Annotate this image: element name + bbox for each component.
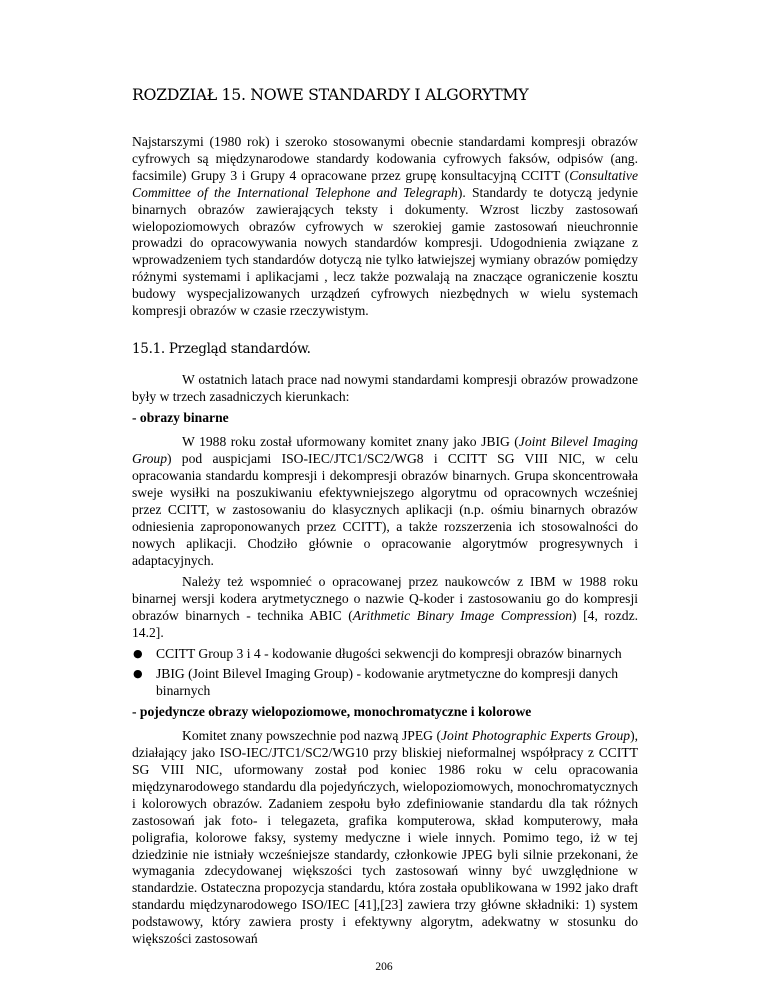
bullet-list: [132, 646, 638, 700]
intro-paragraph: [132, 134, 638, 320]
jpeg-text-2: ), działający jako ISO-IEC/JTC1/SC2/WG10 przy bliskiej nieformalnej współpracy z CCITT SG VIII NIC, uformowany został pod koniec 1986 roku w celu opracowania międzynarodowego standardu dla pojedyńczych, wielopoziomowych, monochromatycznych i kolorowych obrazów. Zadaniem zespołu było zdefiniowanie standardu dla tak różnych zastosowań jak foto- i telegazeta, grafika komputerowa, skład komputerowy, mała poligrafia, kolorowe faksy, systemy medyczne i wiele innych. Pomimo tego, iż w tej dziedzinie nie istniały wcześniejsze standardy, członkowie JPEG byli silnie przekonani, że wymagania zdecydowanej większości tych zastosowań winny być uwzględnione w standardzie. Ostateczna propozycja standardu, która została opublikowana w 1992 jako draft standardu międzynarodowego ISO/IEC [41],[23] zawiera trzy główne składniki: 1) system podstawowy, który zawiera prosty i efektywny algorytm, adekwatny w stosunku do większości zastosowań: [132, 728, 638, 947]
bullet-text: CCITT Group 3 i 4 - kodowanie długości sekwencji do kompresji obrazów binarnych: [156, 645, 622, 661]
abic-text-1: Należy też wspomnieć o opracowanej przez naukowców z IBM w 1988 roku binarnej wersji kodera arytmetycznego o nazwie Q-koder i zastosowaniu go do kompresji obrazów binarnych - technika ABIC (: [132, 573, 638, 623]
jbig-expansion: Joint Bilevel Imaging Group: [132, 434, 638, 467]
intro-block: [132, 134, 638, 320]
jbig-text-2: ) pod auspicjami ISO-IEC/JTC1/SC2/WG8 i CCITT SG VIII NIC, w celu opracowania standardu kompresji i dekompresji obrazów binarnych. Grupa skoncentrowała sweje wysiłki na poszukiwaniu efektywniejszego algorytmu od opracownych wcześniej przez CCITT, w zastosowaniu do klasycznych aplikacji (n.p. ośmiu binarnych obrazów odniesienia zaproponowanych przez CCITT), a także rozszerzenia ich stosowalności do nowych aplikacji. Chodziło głównie o opracowanie algorytmów progresywnych i adaptacyjnych.: [132, 451, 638, 568]
jpeg-paragraph: [132, 728, 638, 948]
page-number: 206: [375, 961, 393, 973]
chapter-title: ROZDZIAŁ 15. NOWE STANDARDY I ALGORYTMY: [132, 85, 529, 104]
jpeg-expansion: Joint Photographic Experts Group: [441, 728, 631, 744]
bullet-text: JBIG (Joint Bilevel Imaging Group) - kodowanie arytmetyczne do kompresji danych binarnych: [156, 666, 619, 698]
bullet-icon: ●: [133, 646, 143, 660]
subheading-multilevel-images: - pojedyncze obrazy wielopoziomowe, monochromatyczne i kolorowe: [132, 704, 532, 720]
intro-ccitt-expansion: Consultative Committee of the International Telephone and Telegraph: [132, 167, 638, 200]
jbig-paragraph: [132, 434, 638, 569]
intro-text-1: Najstarszymi (1980 rok) i szeroko stosowanymi obecnie standardami kompresji obrazów cyfrowych są międzynarodowe standardy kodowania cyfrowych faksów, odpisów (ang. facsimile) Grupy 3 i Grupy 4 opracowane przez grupę konsultacyjną CCITT (: [132, 134, 638, 183]
bullet-item-jbig: [132, 666, 638, 700]
abic-text-2: ) [4, rozdz. 14.2].: [132, 607, 638, 640]
bullet-item-ccitt: [132, 646, 638, 663]
abic-paragraph: [132, 574, 638, 642]
section-intro-paragraph: W ostatnich latach prace nad nowymi standardami kompresji obrazów prowadzone były w trzech zasadniczych kierunkach:: [132, 372, 638, 404]
section-body: [132, 372, 638, 948]
subheading-binary-images: - obrazy binarne: [132, 410, 229, 426]
jbig-text-1: W 1988 roku został uformowany komitet znany jako JBIG (: [182, 434, 519, 450]
bullet-icon: ●: [133, 667, 143, 680]
intro-text-2: ). Standardy te dotyczą jedynie binarnych obrazów zawierających teksty i dokumenty. Wzrost liczby zastosowań wielopoziomowych obrazów cyfrowych w szerokiej gamie zastosowań nieuchronnie prowadzi do opracowywania nowych standardów kompresji. Udogodnienia związane z wprowadzeniem tych standardów dotyczą nie tylko łatwiejszej wymiany obrazów pomiędzy różnymi systemami i aplikacjami , lecz także pozwalają na znaczące ograniczenie kosztu budowy wyspecjalizowanych urządzeń cyfrowych niezbędnych w wielu systemach kompresji obrazów w czasie rzeczywistym.: [132, 184, 639, 319]
abic-expansion: Arithmetic Binary Image Compression: [352, 607, 573, 623]
jpeg-text-1: Komitet znany powszechnie pod nazwą JPEG (: [182, 728, 441, 744]
section-title: 15.1. Przegląd standardów.: [132, 341, 311, 357]
